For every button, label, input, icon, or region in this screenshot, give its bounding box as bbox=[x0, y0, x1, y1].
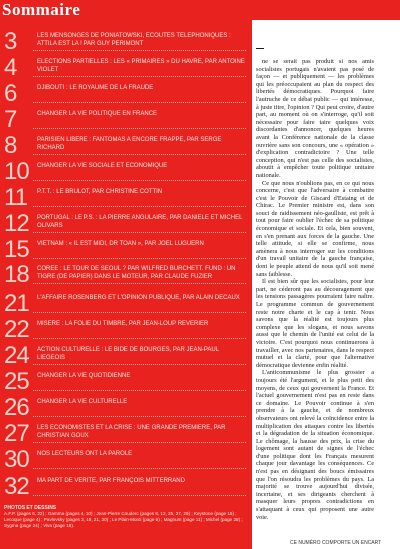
table-of-contents bbox=[0, 20, 252, 549]
toc-divider bbox=[33, 364, 246, 365]
toc-entry-title: ELECTIONS PARTIELLES : LES « PRIMAIRES » DU HAVRE, PAR ANTOINE VIOLET bbox=[37, 59, 245, 73]
photo-credits-text: A.F.P. (pages 6, 22) ; Gamma (pages 4, 10) ; Jean-Pierre Couderc (pages 8, 12, 25, 27, 29) ; Keystone (page 15) ; Lecoque (page 4) ; Pavlovsky (pages 3, 18, 21, 30) ; Le Plain-Monti (page 6) ; Magnum (page 11) ; Michel (page 28) ; Sygma (page 24) ; Viva (page 18). bbox=[4, 511, 243, 528]
toc-entry bbox=[0, 30, 252, 53]
article-paragraph: Ce que nous n'oublions pas, en ce qui nous concerne, c'est que l'adversaire à combattre c'est le Pouvoir de Giscard d'Estaing et de Chirac. Le Premier ministre est, dans son souci de raidissement néo-gaulliste, est prêt à tout pour faire oublier l'échec de sa politique économique et sociale. Et cela, bien souvent, en s'en prenant aux forces de la gauche. Une telle attitude, si elle se confirme, nous amènera à nous interroger sur les conditions d'un travail unitaire de la gauche française, dont le peuple attend de nous qu'il soit mené sans faiblesse. bbox=[256, 179, 374, 278]
toc-divider bbox=[33, 206, 246, 207]
toc-entry bbox=[0, 422, 252, 445]
toc-divider bbox=[33, 283, 246, 284]
toc-page-number: 6 bbox=[4, 80, 17, 107]
toc-page-number: 26 bbox=[4, 394, 29, 421]
toc-page-number: 24 bbox=[4, 342, 29, 369]
toc-entry bbox=[0, 134, 252, 157]
toc-entry bbox=[0, 238, 252, 261]
toc-divider bbox=[33, 180, 246, 181]
toc-entry bbox=[0, 370, 252, 393]
column-ornament bbox=[256, 48, 264, 52]
toc-divider bbox=[33, 50, 246, 51]
toc-entry-title: ACTION CULTURELLE : LE BIDE DE BOURGES, PAR JEAN-PAUL LIEGEOIS bbox=[37, 347, 219, 361]
toc-divider bbox=[33, 128, 246, 129]
toc-divider bbox=[33, 102, 246, 103]
toc-page-number: 22 bbox=[4, 316, 29, 343]
toc-entry-title: LES MENSONGES DE PONIATOWSKI, ECOUTES TELEPHONIQUES : ATTILA EST LA ! PAR GUY PERIMONT bbox=[37, 33, 231, 47]
toc-entry bbox=[0, 56, 252, 79]
article-column bbox=[252, 20, 400, 549]
page-title: Sommaire bbox=[0, 0, 400, 20]
toc-page-number: 32 bbox=[4, 473, 29, 500]
toc-entry bbox=[0, 292, 252, 315]
photo-credits-heading: PHOTOS ET DESSINS bbox=[4, 505, 57, 511]
toc-page-number: 10 bbox=[4, 158, 29, 185]
toc-page-number: 15 bbox=[4, 236, 29, 263]
toc-page-number: 12 bbox=[4, 210, 29, 237]
article-paragraph: ne se serait pas produit si nos amis socialistes portugais n'avaient pas posé de façon — et publiquement — les problèmes qui les préoccupaient au plan du respect des libertés démocratiques. Pourquoi faire l'autruche de ce débat public — qui intéresse, à juste titre, l'opinion ? Qui peut croire, d'autre part, au moment où on s'interroge, qu'il soit nécessaire pour faire taire quelques voix discordantes d'annoncer, quelques heures avant la Conférence nationale de la classe ouvrière sans son concours, une « opération » d'explication contradictoire ? Une telle conception, qui n'est pas celle des socialistes, aboutit à empêcher toute politique unitaire nationale. bbox=[256, 58, 374, 179]
toc-entry bbox=[0, 160, 252, 183]
toc-divider bbox=[33, 258, 246, 259]
toc-entry-title: P.T.T. : LE BRULOT, PAR CHRISTINE COTTIN bbox=[37, 189, 163, 195]
toc-divider bbox=[33, 312, 246, 313]
toc-divider bbox=[33, 442, 246, 443]
toc-entry-title: PARISIEN LIBERE : FANTOMAS A ENCORE FRAPPE, PAR SERGE RICHARD bbox=[37, 137, 222, 151]
page-footer: CE NUMÉRO COMPORTE UN ENCART bbox=[290, 540, 382, 546]
toc-page-number: 21 bbox=[4, 290, 29, 317]
toc-divider bbox=[33, 416, 246, 417]
toc-entry-title: VIETNAM : « IL EST MIDI, DR TOAN », PAR JOEL LUGUERN bbox=[37, 241, 204, 247]
toc-entry-title: CHANGER LA VIE QUOTIDIENNE bbox=[37, 373, 131, 379]
toc-divider bbox=[33, 76, 246, 77]
toc-entry bbox=[0, 396, 252, 419]
article-text bbox=[256, 58, 374, 548]
toc-entry-title: DJIBOUTI : LE ROYAUME DE LA FRAUDE bbox=[37, 85, 154, 91]
toc-divider bbox=[33, 338, 246, 339]
toc-divider bbox=[33, 495, 246, 496]
photo-credits bbox=[4, 505, 248, 529]
toc-entry bbox=[0, 475, 252, 498]
toc-entry-title: CHANGER LA VIE CULTURELLE bbox=[37, 399, 128, 405]
toc-page-number: 4 bbox=[4, 54, 17, 81]
toc-entry bbox=[0, 448, 252, 471]
toc-page-number: 11 bbox=[4, 184, 27, 211]
toc-divider bbox=[33, 390, 246, 391]
toc-page-number: 7 bbox=[4, 106, 17, 133]
toc-entry bbox=[0, 108, 252, 131]
toc-entry-title: MA PART DE VERITE, PAR FRANÇOIS MITTERRAND bbox=[37, 478, 185, 484]
toc-entry-title: PORTUGAL : LE P.S. : LA PIERRE ANGULAIRE, PAR DANIELE ET MICHEL OLIVARS bbox=[37, 215, 243, 229]
toc-entry-title: L'AFFAIRE ROSENBERG ET L'OPINION PUBLIQUE, PAR ALAIN DECAUX bbox=[37, 295, 240, 301]
toc-entry bbox=[0, 186, 252, 209]
toc-entry bbox=[0, 344, 252, 367]
article-paragraph: Il est bien sûr que les socialistes, pour leur part, ne céderont pas au découragement que les tensions passagères pourraient faire naître. Le programme commun de gouvernement reste notre charte et le cap à tenir. Nous savons que la réalité est toujours plus complexe que les slogans, et nous savons aussi que le chemin de l'unité est celui de la victoire. C'est pourquoi nous continuerons à travailler, avec nos partenaires, dans le respect mutuel et la clarté, pour que l'alternative démocratique devienne enfin réalité. bbox=[256, 278, 374, 369]
toc-page-number: 25 bbox=[4, 368, 29, 395]
toc-entry-title: NOS LECTEURS ONT LA PAROLE bbox=[37, 451, 133, 457]
toc-page-number: 18 bbox=[4, 261, 29, 288]
article-paragraph: L'anticommunisme le plus grossier a toujours été l'argument, et le plus petit des moyens, de ceux qui gouvernent la France. Et l'actuel gouvernement n'est pas en reste dans ce domaine. Le Pouvoir continue à s'en prendre à la gauche, et de nombreux observateurs ont relevé la coïncidence entre la multiplication des attaques contre les libertés et la dégradation de la situation économique. Le chômage, la hausse des prix, la crise du logement sont autant de signes de l'échec d'une politique dont les Français mesurent chaque jour davantage les conséquences. Ce n'est pas en désignant des boucs émissaires que l'on résoudra les problèmes du pays. La majorité se trouve aujourd'hui divisée, incertaine, et ses dirigeants cherchent à masquer leurs propres contradictions en s'attaquant à ceux qui proposent une autre voie. bbox=[256, 369, 374, 521]
toc-entry bbox=[0, 318, 252, 341]
toc-page-number: 8 bbox=[4, 132, 17, 159]
toc-entry-title: LES ECONOMISTES ET LA CRISE : UNE GRANDE PREMIERE, PAR CHRISTIAN GOUX bbox=[37, 425, 226, 439]
toc-entry bbox=[0, 82, 252, 105]
toc-entry bbox=[0, 212, 252, 235]
toc-entry-title: MISERE : LA FOLIE DU TIMBRE, PAR JEAN-LOUP REVERIER bbox=[37, 321, 209, 327]
toc-entry-title: COREE : LE TOUR DE SEOUL ? PAR WILFRED BURCHETT. FUND : UN TIGRE (DE PAPIER) DANS LE MOTEUR, PAR CLAUDE FUZIER bbox=[37, 266, 236, 280]
toc-divider bbox=[33, 232, 246, 233]
toc-entry-title: CHANGER LA VIE SOCIALE ET ECONOMIQUE bbox=[37, 163, 168, 169]
toc-divider bbox=[33, 468, 246, 469]
toc-page-number: 27 bbox=[4, 420, 29, 447]
toc-entry-title: CHANGER LA VIE POLITIQUE EN FRANCE bbox=[37, 111, 158, 117]
toc-page-number: 3 bbox=[4, 28, 17, 55]
toc-page-number: 30 bbox=[4, 446, 29, 473]
toc-entry bbox=[0, 263, 252, 286]
toc-divider bbox=[33, 154, 246, 155]
